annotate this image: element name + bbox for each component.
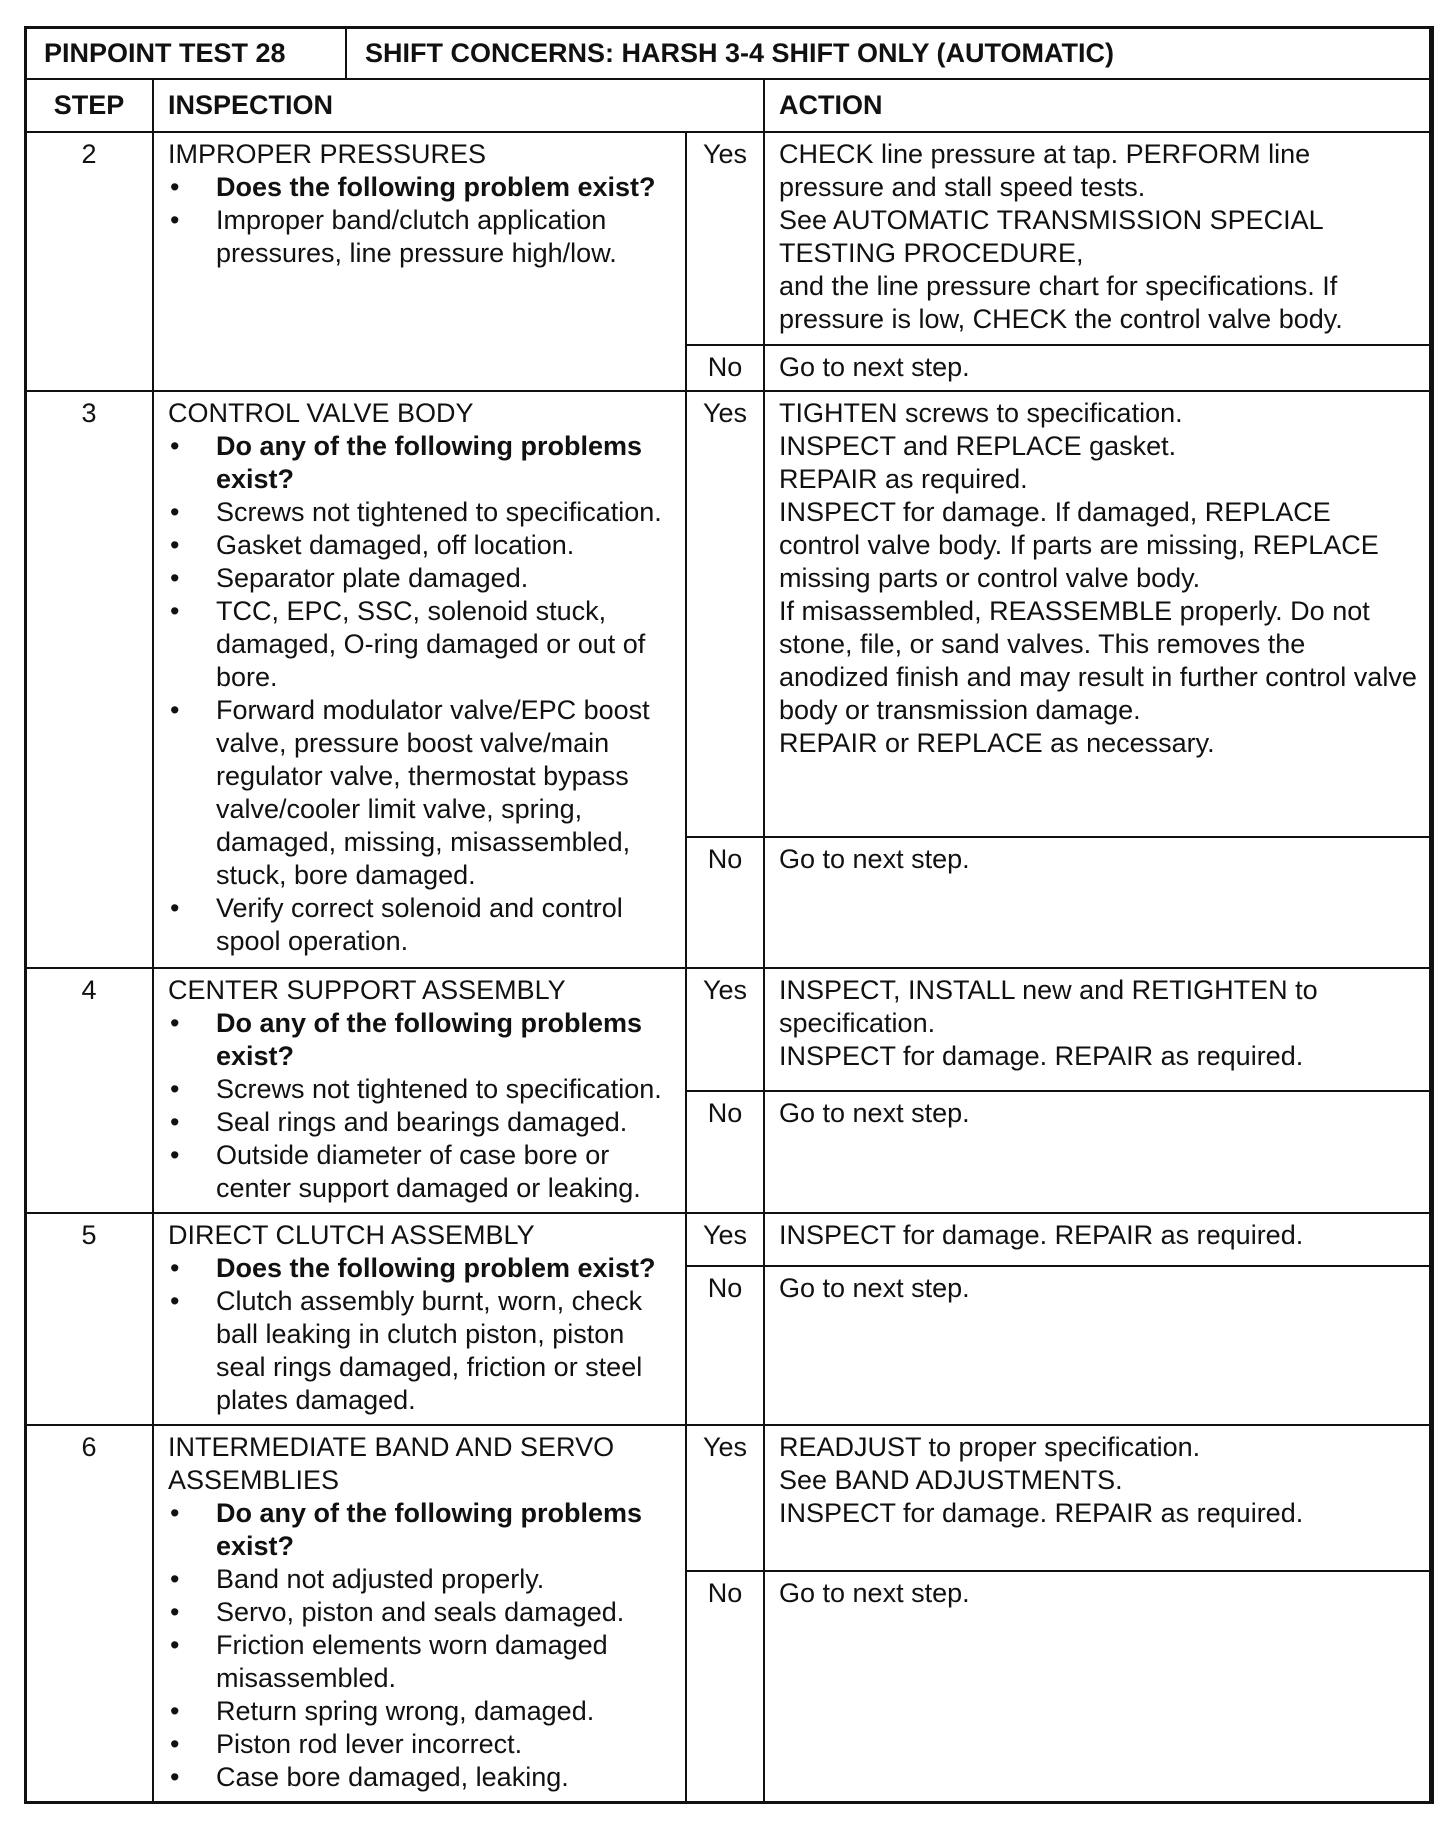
no-action: Go to next step. (764, 1091, 1433, 1213)
action-line: READJUST to proper specification. (779, 1432, 1201, 1463)
action-column-header: ACTION (764, 79, 1433, 131)
yes-label: Yes (686, 1213, 764, 1266)
action-line: If misassembled, REASSEMBLE properly. Do not stone, file, or sand valves. This removes the anodized finish and may result in further control valve body or transmission damage. (779, 595, 1417, 725)
action-line: INSPECT, INSTALL new and RETIGHTEN to specification. (779, 974, 1318, 1038)
yes-label: Yes (686, 132, 764, 345)
inspection-question: • Do any of the following problems exist? (168, 1497, 671, 1563)
inspection-item: • Case bore damaged, leaking. (168, 1761, 671, 1794)
inspection-question: • Does the following problem exist? (168, 171, 671, 204)
action-line: INSPECT for damage. REPAIR as required. (779, 1498, 1304, 1529)
table-frame (24, 26, 1432, 1804)
action-line: REPAIR or REPLACE as necessary. (779, 727, 1215, 758)
inspection-item: • Band not adjusted properly. (168, 1563, 671, 1596)
step-column-header: STEP (25, 79, 153, 131)
action-line: REPAIR as required. (779, 463, 1028, 494)
action-line: See AUTOMATIC TRANSMISSION SPECIAL TESTING PROCEDURE, (779, 204, 1323, 268)
action-line: and the line pressure chart for specifications. If pressure is low, CHECK the control valve body. (779, 270, 1343, 334)
action-line: INSPECT for damage. REPAIR as required. (779, 1040, 1304, 1071)
inspection-question: • Do any of the following problems exist? (168, 430, 671, 496)
inspection-item: • Improper band/clutch application pressures, line pressure high/low. (168, 204, 671, 270)
action-line: INSPECT for damage. REPAIR as required. (779, 1219, 1304, 1250)
inspection-item: • Friction elements worn damaged misassembled. (168, 1629, 671, 1695)
step-number: 5 (25, 1213, 153, 1425)
inspection-item: • Screws not tightened to specification. (168, 1073, 671, 1106)
step-number: 6 (25, 1425, 153, 1803)
yes-label: Yes (686, 391, 764, 837)
step-number: 4 (25, 968, 153, 1213)
inspection-item: • Outside diameter of case bore or center support damaged or leaking. (168, 1139, 671, 1205)
yes-label: Yes (686, 968, 764, 1092)
no-label: No (686, 837, 764, 968)
inspection-heading: CONTROL VALVE BODY (168, 397, 474, 428)
action-line: INSPECT and REPLACE gasket. (779, 430, 1177, 461)
step-number: 3 (25, 391, 153, 968)
no-action: Go to next step. (764, 345, 1433, 391)
no-action: Go to next step. (764, 837, 1433, 968)
inspection-item: • Return spring wrong, damaged. (168, 1695, 671, 1728)
inspection-item: • Seal rings and bearings damaged. (168, 1106, 671, 1139)
inspection-item: • Forward modulator valve/EPC boost valve, pressure boost valve/main regulator valve, thermostat bypass valve/cooler limit valve, spring, damaged, missing, misassembled, stuck, bore damaged. (168, 694, 671, 892)
action-line: INSPECT for damage. If damaged, REPLACE control valve body. If parts are missing, REPLACE missing parts or control valve body. (779, 496, 1379, 593)
no-label: No (686, 1571, 764, 1803)
yes-label: Yes (686, 1425, 764, 1571)
no-action: Go to next step. (764, 1266, 1433, 1425)
inspection-item: • Gasket damaged, off location. (168, 529, 671, 562)
inspection-question: • Does the following problem exist? (168, 1252, 671, 1285)
action-line: CHECK line pressure at tap. PERFORM line pressure and stall speed tests. (779, 138, 1311, 202)
inspection-item: • Verify correct solenoid and control spool operation. (168, 892, 671, 958)
inspection-item: • Separator plate damaged. (168, 562, 671, 595)
inspection-heading: DIRECT CLUTCH ASSEMBLY (168, 1219, 535, 1250)
test-title: SHIFT CONCERNS: HARSH 3-4 SHIFT ONLY (AUTOMATIC) (346, 27, 1433, 79)
action-line: TIGHTEN screws to specification. (779, 397, 1183, 428)
inspection-heading: INTERMEDIATE BAND AND SERVO ASSEMBLIES (168, 1432, 615, 1496)
inspection-item: • Piston rod lever incorrect. (168, 1728, 671, 1761)
inspection-item: • Screws not tightened to specification. (168, 496, 671, 529)
inspection-heading: CENTER SUPPORT ASSEMBLY (168, 974, 566, 1005)
inspection-column-header: INSPECTION (153, 79, 764, 131)
inspection-question: • Do any of the following problems exist? (168, 1007, 671, 1073)
no-label: No (686, 1266, 764, 1425)
inspection-item: • TCC, EPC, SSC, solenoid stuck, damaged, O-ring damaged or out of bore. (168, 595, 671, 694)
test-number: PINPOINT TEST 28 (25, 27, 346, 79)
no-label: No (686, 345, 764, 391)
inspection-item: • Clutch assembly burnt, worn, check ball leaking in clutch piston, piston seal rings damaged, friction or steel plates damaged. (168, 1285, 671, 1417)
inspection-item: • Servo, piston and seals damaged. (168, 1596, 671, 1629)
step-number: 2 (25, 132, 153, 391)
no-action: Go to next step. (764, 1571, 1433, 1803)
action-line: See BAND ADJUSTMENTS. (779, 1465, 1123, 1496)
inspection-heading: IMPROPER PRESSURES (168, 138, 487, 169)
no-label: No (686, 1091, 764, 1213)
